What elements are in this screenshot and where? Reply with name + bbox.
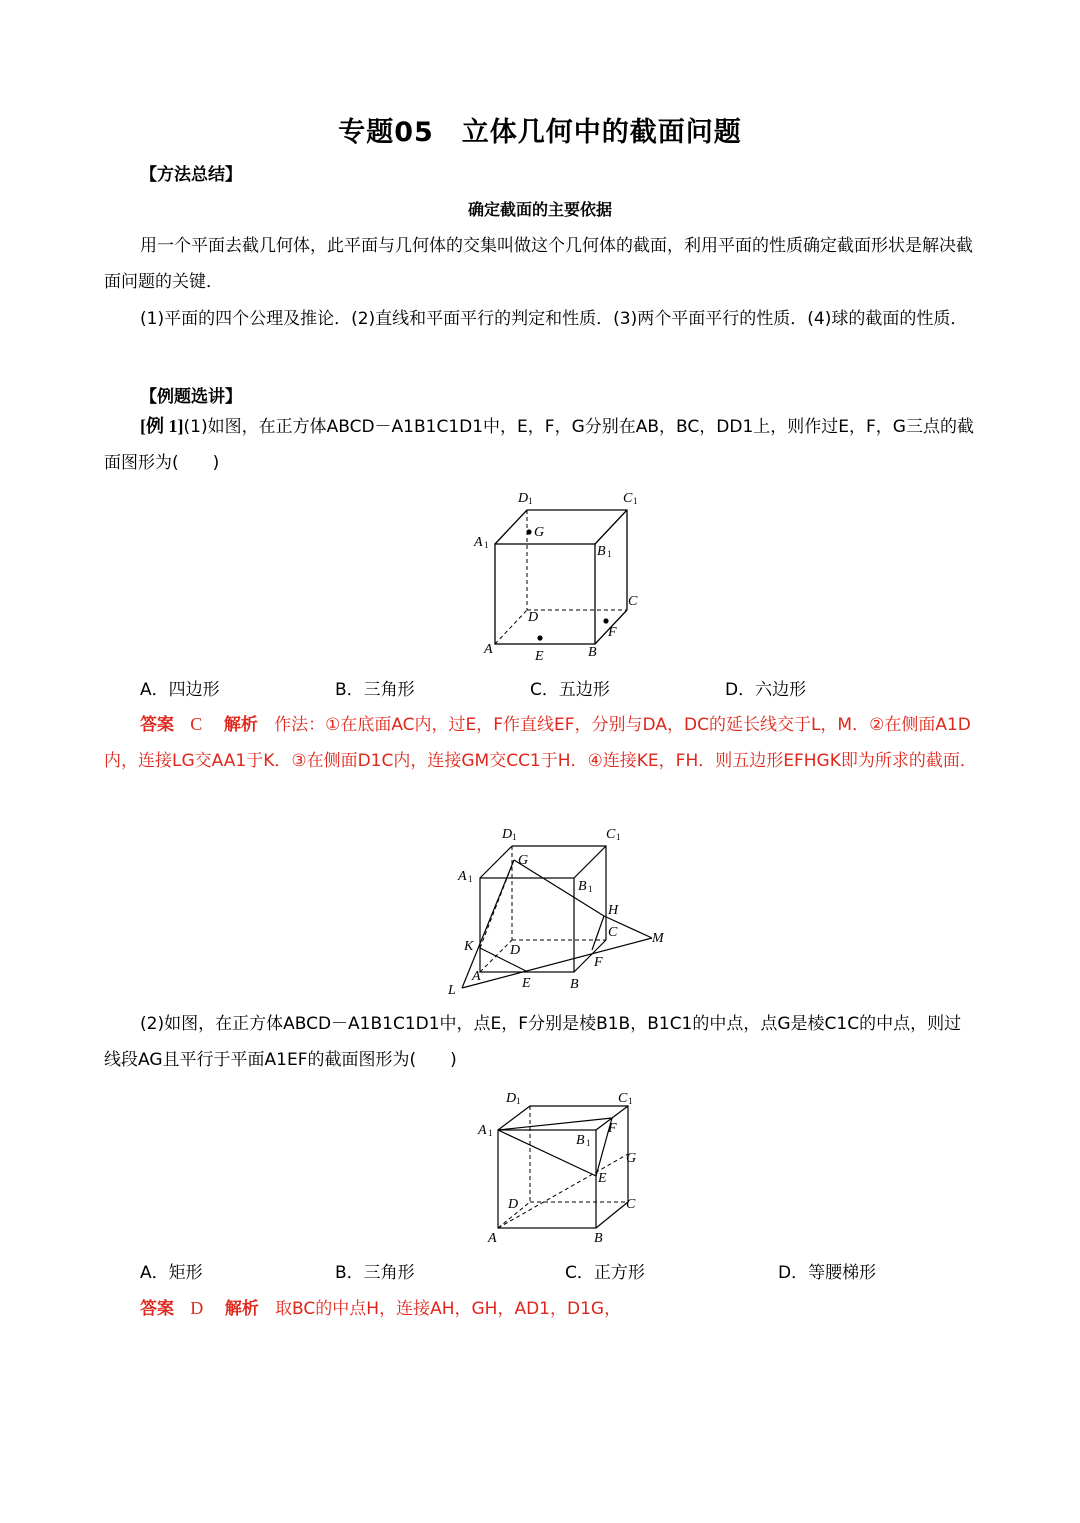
q2-option-c: C．正方形: [565, 1263, 645, 1283]
label-k: K: [464, 939, 474, 954]
label-a1: A: [478, 1123, 487, 1138]
label-f: F: [594, 955, 603, 970]
method-paragraph-2-text: (1)平面的四个公理及推论．(2)直线和平面平行的判定和性质．(3)两个平面平行的性质．(4)球的截面的性质．: [140, 309, 968, 329]
q1-analysis-text: 作法：①在底面AC内，过E，F作直线EF，分别与DA，DC的延长线交于L，M．②在侧面A1D内，连接LG交AA1于K．③在侧面D1C内，连接GM交CC1于H．④连接KE，FH．则五边形EFHGK即为所求的截面．: [104, 715, 977, 771]
point-f: [603, 618, 608, 623]
method-heading: 确定截面的主要依据: [467, 200, 612, 219]
q2-analysis-label: 解析: [224, 1299, 259, 1319]
label-e: E: [535, 649, 544, 664]
example1-question1: [104, 408, 978, 481]
point-g: [526, 529, 531, 534]
q1-answer-label: 答案: [140, 715, 174, 735]
label-h: H: [608, 903, 619, 918]
example1-question2: [104, 1006, 978, 1078]
label-c: C: [608, 925, 618, 940]
q2-answer-label: 答案: [140, 1299, 174, 1319]
label-c1: C: [606, 827, 616, 842]
label-d1: D: [502, 827, 513, 842]
label-c: C: [626, 1197, 636, 1212]
q2-option-d: D．等腰梯形: [778, 1263, 877, 1283]
svg-text:1: 1: [607, 549, 612, 559]
q1-option-c: C．五边形: [530, 680, 610, 700]
label-d: D: [508, 1197, 519, 1212]
label-m: M: [652, 931, 664, 946]
q1-answer: [104, 706, 978, 779]
label-b1: B: [578, 879, 587, 894]
svg-text:1: 1: [512, 832, 517, 842]
label-f: F: [608, 1121, 617, 1136]
svg-text:1: 1: [484, 540, 489, 550]
q1-answer-value: C: [190, 714, 203, 734]
label-g: G: [534, 525, 545, 540]
figure-cube-2: [442, 820, 682, 1000]
section-examples: 【例题选讲】: [140, 387, 242, 407]
label-b: B: [570, 977, 579, 992]
q1-analysis-label: 解析: [223, 715, 258, 735]
label-a1: A: [474, 535, 483, 550]
q1-option-b: B．三角形: [335, 680, 415, 700]
method-paragraph-2: [104, 301, 978, 337]
method-paragraph-1: [104, 228, 978, 300]
label-b1: B: [576, 1133, 585, 1148]
page-title: 专题05 立体几何中的截面问题: [338, 117, 742, 148]
svg-text:1: 1: [633, 496, 638, 506]
q2-answer: [104, 1290, 978, 1327]
label-d: D: [510, 943, 521, 958]
q2-analysis-text: 取BC的中点H，连接AH，GH，AD1，D1G，: [275, 1299, 622, 1319]
example1-q1-text: (1)如图，在正方体ABCD－A1B1C1D1中，E，F，G分别在AB，BC，DD1上，则作过E，F，G三点的截面图形为( ): [104, 417, 974, 473]
label-l: L: [448, 983, 456, 998]
label-g: G: [518, 853, 529, 868]
label-a: A: [488, 1231, 497, 1246]
label-c1: C: [623, 491, 633, 506]
method-paragraph-1-text: 用一个平面去截几何体，此平面与几何体的交集叫做这个几何体的截面，利用平面的性质确定截面形状是解决截面问题的关键．: [104, 236, 973, 292]
q1-option-d: D．六边形: [725, 680, 807, 700]
label-c: C: [628, 594, 638, 609]
label-a1: A: [458, 869, 467, 884]
figure-cube-3: [470, 1086, 650, 1248]
example1-tag: [例 1]: [140, 416, 184, 436]
q2-answer-value: D: [190, 1298, 204, 1318]
label-d1: D: [506, 1091, 517, 1106]
label-e: E: [522, 976, 531, 991]
q2-option-b: B．三角形: [335, 1263, 415, 1283]
example1-q2-text: (2)如图，在正方体ABCD－A1B1C1D1中，点E，F分别是棱B1B，B1C1的中点，点G是棱C1C的中点，则过线段AG且平行于平面A1EF的截面图形为( ): [104, 1014, 962, 1070]
svg-text:1: 1: [516, 1096, 521, 1106]
label-b: B: [594, 1231, 603, 1246]
label-a: A: [472, 969, 481, 984]
label-c1: C: [618, 1091, 628, 1106]
label-b1: B: [597, 544, 606, 559]
svg-text:1: 1: [628, 1096, 633, 1106]
cube1-front-face: [495, 544, 595, 644]
svg-text:1: 1: [616, 832, 621, 842]
label-g: G: [626, 1151, 637, 1166]
label-f: F: [608, 625, 617, 640]
svg-text:1: 1: [588, 884, 593, 894]
label-b: B: [588, 645, 597, 660]
label-a: A: [484, 642, 493, 657]
point-e: [537, 635, 542, 640]
q1-option-a: A．四边形: [140, 680, 220, 700]
svg-text:1: 1: [468, 874, 473, 884]
label-d: D: [528, 610, 539, 625]
svg-text:1: 1: [586, 1138, 591, 1148]
figure-cube-1: [470, 488, 650, 668]
svg-text:1: 1: [528, 496, 533, 506]
label-e: E: [598, 1171, 607, 1186]
section-method-summary: 【方法总结】: [140, 165, 242, 185]
label-d1: D: [518, 491, 529, 506]
svg-text:1: 1: [488, 1128, 493, 1138]
q2-option-a: A．矩形: [140, 1263, 203, 1283]
